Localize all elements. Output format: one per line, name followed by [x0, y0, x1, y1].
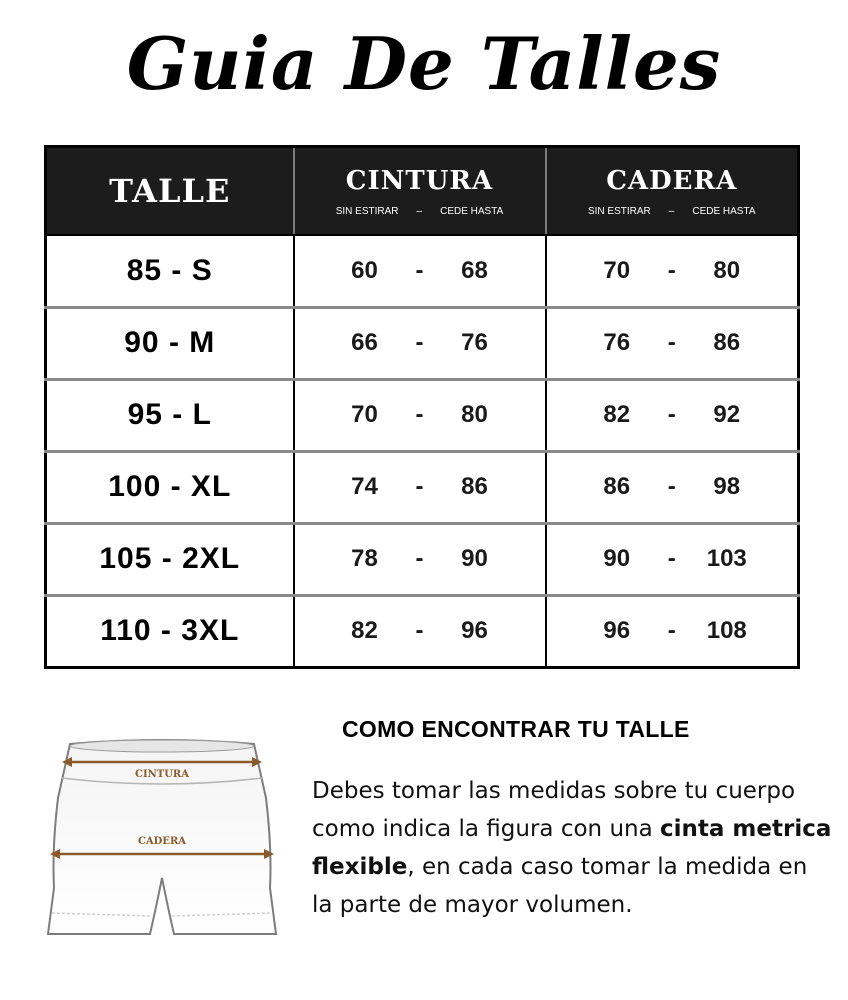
header-cintura-label: CINTURA	[345, 165, 494, 196]
cintura-cell	[294, 451, 546, 523]
sub-label-cede-hasta: CEDE HASTA	[692, 205, 756, 217]
cadera-cell	[546, 523, 799, 595]
header-talle-label: TALLE	[109, 172, 231, 210]
cintura-min-value: 82	[351, 617, 378, 644]
cadera-range	[547, 545, 798, 573]
cadera-cell	[546, 379, 799, 451]
cintura-cell	[294, 235, 546, 307]
cadera-cell	[546, 307, 799, 379]
cadera-min-value: 70	[603, 256, 631, 284]
range-separator: -	[415, 617, 424, 644]
cintura-min-value: 60	[351, 256, 378, 284]
table-row	[46, 235, 799, 307]
sub-label-sin-estirar: SIN ESTIRAR	[335, 205, 399, 217]
how-to-text-end: , en cada caso tomar la medida en la parte de mayor volumen.	[312, 854, 808, 918]
sub-label-dash: –	[416, 205, 423, 217]
cadera-cell	[546, 595, 799, 667]
cintura-max-value: 76	[461, 329, 488, 356]
cintura-range	[295, 617, 545, 645]
sub-label-cede-hasta: CEDE HASTA	[440, 205, 504, 217]
header-cadera	[546, 147, 799, 236]
cadera-max-value: 103	[706, 545, 747, 572]
hip-label: CADERA	[137, 836, 187, 847]
range-separator: -	[667, 256, 676, 284]
talle-cell: 105 - 2XL	[46, 523, 294, 595]
cadera-max-value: 92	[713, 401, 741, 428]
cintura-range	[295, 545, 545, 573]
range-separator: -	[667, 473, 676, 500]
cintura-cell	[294, 379, 546, 451]
cadera-max-value: 86	[713, 329, 741, 356]
table-header-row	[46, 147, 799, 236]
table-row	[46, 595, 799, 667]
range-separator: -	[667, 401, 676, 428]
how-to-title: COMO ENCONTRAR TU TALLE	[342, 716, 690, 742]
header-cadera-label: CADERA	[606, 165, 738, 196]
sub-label-dash: –	[668, 205, 675, 217]
talle-cell: 85 - S	[46, 235, 294, 307]
cadera-max-value: 108	[706, 617, 747, 644]
page-title: Guia De Talles	[126, 21, 722, 106]
range-separator: -	[415, 401, 424, 428]
range-separator: -	[667, 617, 676, 644]
cintura-min-value: 70	[351, 401, 378, 428]
cintura-max-value: 90	[461, 545, 488, 572]
table-row	[46, 451, 799, 523]
cintura-max-value: 68	[461, 256, 488, 284]
cintura-cell	[294, 307, 546, 379]
cadera-max-value: 98	[713, 473, 741, 500]
cadera-cell	[546, 235, 799, 307]
range-separator: -	[415, 545, 424, 572]
cintura-max-value: 80	[461, 401, 488, 428]
cadera-range	[547, 617, 798, 645]
talle-cell: 110 - 3XL	[46, 595, 294, 667]
header-talle	[46, 147, 294, 236]
cadera-cell	[546, 451, 799, 523]
talle-cell: 90 - M	[46, 307, 294, 379]
cintura-min-value: 66	[351, 329, 378, 356]
range-separator: -	[415, 473, 424, 500]
cadera-min-value: 96	[603, 617, 631, 644]
talle-cell: 95 - L	[46, 379, 294, 451]
how-to-text-bold: cinta metrica flexible	[312, 816, 832, 880]
cintura-range	[295, 329, 545, 357]
sub-label-sin-estirar: SIN ESTIRAR	[587, 205, 651, 217]
cadera-min-value: 90	[603, 545, 631, 572]
waist-label: CINTURA	[134, 769, 190, 780]
cadera-range	[547, 473, 798, 501]
cintura-min-value: 78	[351, 545, 378, 572]
range-separator: -	[667, 329, 676, 356]
cadera-min-value: 82	[603, 401, 631, 428]
table-row	[46, 307, 799, 379]
cintura-range	[295, 401, 545, 429]
cadera-range	[547, 401, 798, 429]
cadera-range	[547, 257, 798, 285]
cadera-min-value: 76	[603, 329, 631, 356]
talle-cell: 100 - XL	[46, 451, 294, 523]
cintura-cell	[294, 523, 546, 595]
cintura-range	[295, 473, 545, 501]
range-separator: -	[415, 256, 424, 284]
table-body	[46, 235, 799, 667]
cadera-min-value: 86	[603, 473, 631, 500]
cintura-min-value: 74	[351, 473, 378, 500]
table-row	[46, 379, 799, 451]
cintura-max-value: 96	[461, 617, 488, 644]
table-row	[46, 523, 799, 595]
cadera-range	[547, 329, 798, 357]
how-to-text-start: Debes tomar las medidas sobre tu cuerpo como indica la figura con una	[312, 778, 796, 842]
header-cintura-sub	[295, 206, 545, 217]
size-chart-table	[44, 145, 800, 669]
range-separator: -	[667, 545, 676, 572]
how-to-text	[312, 772, 832, 924]
waistband-top	[70, 740, 254, 752]
shorts-diagram	[40, 738, 285, 938]
cintura-max-value: 86	[461, 473, 488, 500]
header-cintura	[294, 147, 546, 236]
range-separator: -	[415, 329, 424, 356]
header-cadera-sub	[547, 206, 798, 217]
cintura-range	[295, 257, 545, 285]
cadera-max-value: 80	[713, 256, 741, 284]
cintura-cell	[294, 595, 546, 667]
